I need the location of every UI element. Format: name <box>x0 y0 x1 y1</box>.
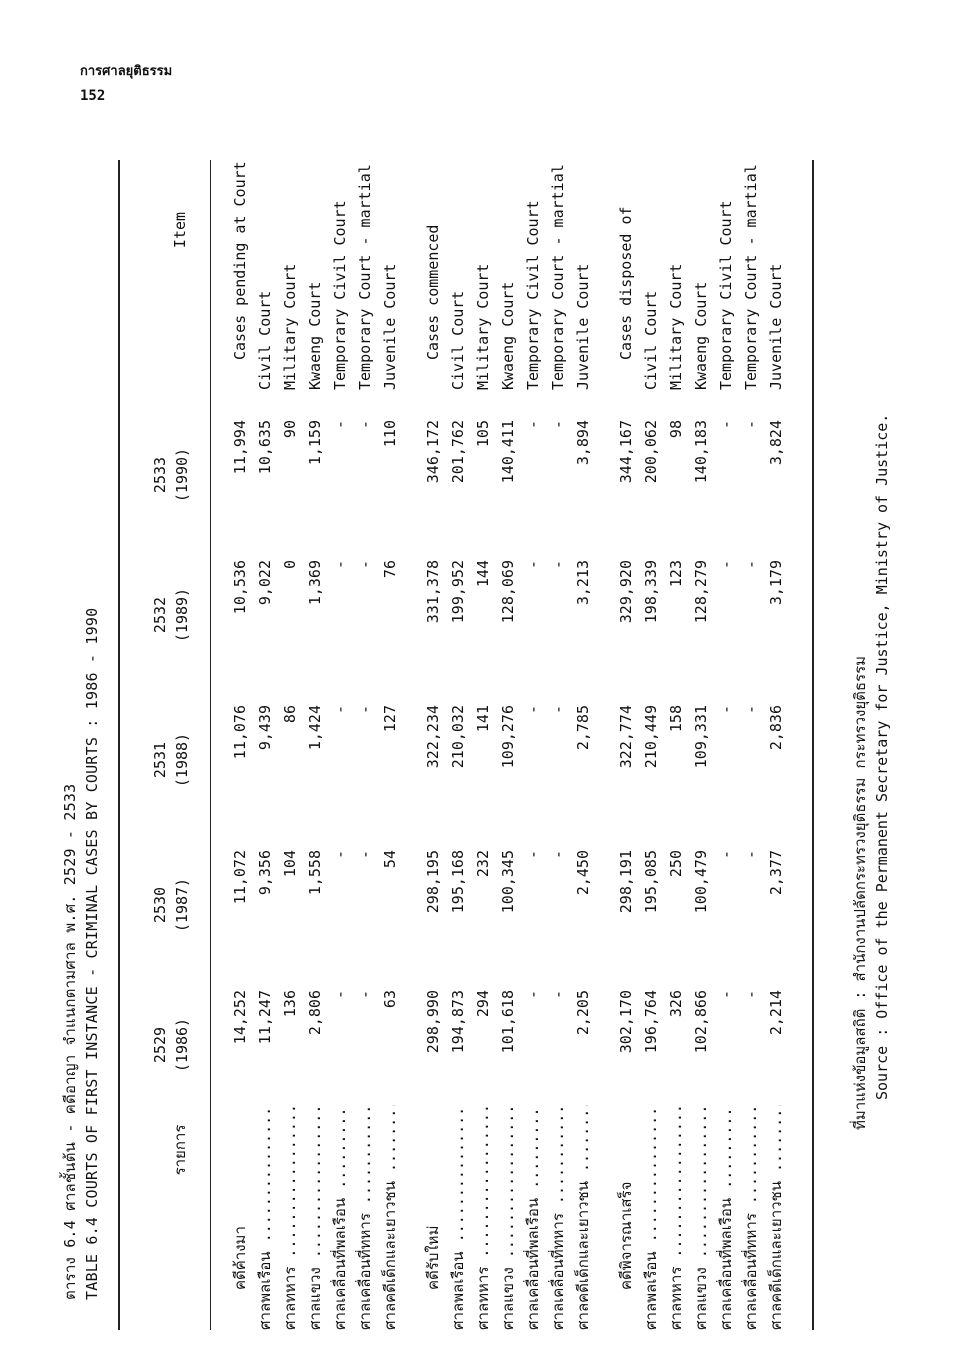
section-total-cell: 322,774 <box>617 705 635 769</box>
table-cell: - <box>331 560 349 570</box>
row-label-th-text: ศาลแขวง <box>692 1267 710 1330</box>
row-label-th <box>741 1105 761 1330</box>
row-label-en: Temporary Civil Court <box>717 200 735 390</box>
table-cell: - <box>331 990 349 1000</box>
year-header-en: (1986) <box>173 1017 191 1073</box>
table-cell: 102,866 <box>692 990 710 1054</box>
year-header-th: 2529 <box>151 1026 169 1064</box>
leader-dots <box>256 1105 274 1251</box>
row-label-th <box>523 1105 543 1330</box>
source-en: Source : Office of the Permanent Secretary for Justice, Ministry of Justice. <box>873 413 891 1100</box>
row-label-th-text: ศาลทหาร <box>281 1266 299 1330</box>
row-label-th-text: ศาลทหาร <box>667 1266 685 1330</box>
row-label-th <box>448 1105 468 1330</box>
table-cell: - <box>717 705 735 715</box>
row-label-en: Temporary Court - martial <box>356 164 374 390</box>
row-label-th-text: ศาลพลเรือน <box>449 1251 467 1330</box>
section-label-th: คดีรับใหม่ <box>424 1225 442 1290</box>
top-rule <box>118 160 120 1330</box>
row-label-th <box>691 1105 711 1330</box>
table-cell: 128,069 <box>499 560 517 624</box>
section-label-en: Cases commenced <box>424 224 442 360</box>
section-total-cell: 346,172 <box>424 420 442 484</box>
table-cell: - <box>549 560 567 570</box>
table-cell: 90 <box>281 420 299 439</box>
section-total-cell: 14,252 <box>231 990 249 1045</box>
table-cell: - <box>524 990 542 1000</box>
row-label-en: Temporary Civil Court <box>524 200 542 390</box>
row-label-th-text: ศาลแขวง <box>499 1267 517 1330</box>
leader-dots <box>381 1105 399 1181</box>
row-label-en: Kwaeng Court <box>306 281 324 390</box>
table-cell: 3,179 <box>767 560 785 606</box>
row-label-th <box>473 1105 493 1330</box>
table-cell: - <box>356 990 374 1000</box>
table-cell: 199,952 <box>449 560 467 624</box>
year-header-en: (1990) <box>173 447 191 503</box>
leader-dots <box>742 1105 760 1213</box>
year-header-th: 2531 <box>151 741 169 779</box>
section-total-cell: 298,990 <box>424 990 442 1054</box>
leader-dots <box>524 1105 542 1198</box>
table-title-th: ตาราง 6.4 ศาลชั้นต้น - คดีอาญา จำแนกตามศาล พ.ศ. 2529 - 2533 <box>61 783 79 1300</box>
table-cell: - <box>742 560 760 570</box>
table-cell: 294 <box>474 990 492 1018</box>
table-cell: 123 <box>667 560 685 588</box>
table-cell: 326 <box>667 990 685 1018</box>
row-label-th <box>330 1105 350 1330</box>
year-header-en: (1987) <box>173 877 191 933</box>
table-cell: 98 <box>667 420 685 439</box>
table-cell: - <box>742 990 760 1000</box>
row-label-th <box>548 1105 568 1330</box>
section-label-en: Cases pending at Court <box>231 161 249 360</box>
table-cell: - <box>549 990 567 1000</box>
table-cell: 195,085 <box>642 850 660 914</box>
section-total-cell: 331,378 <box>424 560 442 624</box>
table-cell: 196,764 <box>642 990 660 1054</box>
section-label-en: Cases disposed of <box>617 206 635 360</box>
table-cell: 210,449 <box>642 705 660 769</box>
leader-dots <box>306 1105 324 1267</box>
table-cell: 3,894 <box>574 420 592 466</box>
section-total-cell: 298,191 <box>617 850 635 914</box>
table-cell: 109,276 <box>499 705 517 769</box>
table-cell: 2,785 <box>574 705 592 751</box>
row-label-th-text: ศาลเคลื่อนที่พลเรือน <box>524 1197 542 1330</box>
leader-dots <box>767 1105 785 1181</box>
row-label-th <box>355 1105 375 1330</box>
table-cell: - <box>356 705 374 715</box>
table-cell: 63 <box>381 990 399 1009</box>
row-label-en: Temporary Civil Court <box>331 200 349 390</box>
row-label-th <box>255 1105 275 1330</box>
table-cell: 201,762 <box>449 420 467 484</box>
row-label-th <box>641 1105 661 1330</box>
table-cell: 9,022 <box>256 560 274 606</box>
rotated-table-page <box>60 160 940 1330</box>
page-number: 152 <box>80 88 106 104</box>
section-label-th: คดีพิจารณาเสร็จ <box>617 1181 635 1290</box>
row-label-th-text: ศาลเคลื่อนที่พลเรือน <box>717 1197 735 1330</box>
row-label-th <box>573 1105 593 1330</box>
row-label-th-text: ศาลคดีเด็กและเยาวชน <box>574 1181 592 1330</box>
year-header-th: 2532 <box>151 596 169 634</box>
row-label-th-text: ศาลคดีเด็กและเยาวชน <box>767 1181 785 1330</box>
table-cell: 140,411 <box>499 420 517 484</box>
table-cell: 9,356 <box>256 850 274 896</box>
table-cell: - <box>331 705 349 715</box>
table-cell: 2,377 <box>767 850 785 896</box>
table-cell: - <box>524 705 542 715</box>
table-cell: 2,806 <box>306 990 324 1036</box>
table-cell: - <box>742 420 760 430</box>
table-cell: 100,345 <box>499 850 517 914</box>
table-cell: 194,873 <box>449 990 467 1054</box>
row-label-th <box>766 1105 786 1330</box>
table-cell: 109,331 <box>692 705 710 769</box>
table-cell: 10,635 <box>256 420 274 475</box>
row-label-th-text: ศาลเคลื่อนที่พลเรือน <box>331 1197 349 1330</box>
table-cell: 140,183 <box>692 420 710 484</box>
table-cell: 198,339 <box>642 560 660 624</box>
table-cell: 128,279 <box>692 560 710 624</box>
table-cell: - <box>524 420 542 430</box>
row-label-en: Juvenile Court <box>574 263 592 390</box>
table-title-en: TABLE 6.4 COURTS OF FIRST INSTANCE - CRIMINAL CASES BY COURTS : 1986 - 1990 <box>83 607 101 1300</box>
table-cell: 86 <box>281 705 299 724</box>
row-label-th-text: ศาลคดีเด็กและเยาวชน <box>381 1181 399 1330</box>
section-total-cell: 11,994 <box>231 420 249 475</box>
table-cell: 144 <box>474 560 492 588</box>
leader-dots <box>449 1105 467 1251</box>
row-label-th-text: ศาลเคลื่อนที่ทหาร <box>549 1213 567 1330</box>
source-th: ที่มาแห่งข้อมูลสถิติ : สำนักงานปลัดกระทรวงยุติธรรม กระทรวงยุติธรรม <box>851 655 869 1130</box>
leader-dots <box>717 1105 735 1198</box>
table-cell: - <box>717 420 735 430</box>
table-cell: - <box>331 850 349 860</box>
table-cell: 232 <box>474 850 492 878</box>
item-header-en: Item <box>171 211 189 249</box>
section-header: การศาลยุติธรรม <box>80 64 173 79</box>
table-cell: 1,424 <box>306 705 324 751</box>
table-cell: 76 <box>381 560 399 579</box>
row-label-en: Military Court <box>281 263 299 390</box>
row-label-th <box>716 1105 736 1330</box>
leader-dots <box>499 1105 517 1267</box>
row-label-th-text: ศาลพลเรือน <box>256 1251 274 1330</box>
row-label-th <box>666 1105 686 1330</box>
table-cell: - <box>524 560 542 570</box>
row-label-th <box>305 1105 325 1330</box>
table-cell: 195,168 <box>449 850 467 914</box>
row-label-en: Civil Court <box>449 290 467 390</box>
section-total-cell: 344,167 <box>617 420 635 484</box>
table-cell: 1,159 <box>306 420 324 466</box>
table-cell: - <box>356 420 374 430</box>
table-cell: 110 <box>381 420 399 448</box>
header-rule <box>210 160 211 1330</box>
table-cell: 0 <box>281 560 299 570</box>
row-label-en: Kwaeng Court <box>499 281 517 390</box>
row-label-en: Civil Court <box>642 290 660 390</box>
row-label-th-text: ศาลทหาร <box>474 1266 492 1330</box>
row-label-en: Temporary Court - martial <box>549 164 567 390</box>
row-label-en: Civil Court <box>256 290 274 390</box>
table-cell: 100,479 <box>692 850 710 914</box>
section-total-cell: 11,076 <box>231 705 249 760</box>
table-cell: 11,247 <box>256 990 274 1045</box>
leader-dots <box>331 1105 349 1198</box>
table-cell: 3,824 <box>767 420 785 466</box>
table-cell: - <box>524 850 542 860</box>
table-cell: 136 <box>281 990 299 1018</box>
table-cell: 2,450 <box>574 850 592 896</box>
row-label-en: Kwaeng Court <box>692 281 710 390</box>
leader-dots <box>642 1105 660 1251</box>
row-label-en: Temporary Court - martial <box>742 164 760 390</box>
table-cell: - <box>742 705 760 715</box>
section-total-cell: 10,536 <box>231 560 249 615</box>
table-cell: - <box>356 850 374 860</box>
leader-dots <box>574 1105 592 1181</box>
row-label-th <box>380 1105 400 1330</box>
table-cell: 1,558 <box>306 850 324 896</box>
table-cell: 1,369 <box>306 560 324 606</box>
section-total-cell: 302,170 <box>617 990 635 1054</box>
table-cell: - <box>717 990 735 1000</box>
table-cell: 101,618 <box>499 990 517 1054</box>
table-cell: - <box>356 560 374 570</box>
table-cell: 3,213 <box>574 560 592 606</box>
section-total-cell: 329,920 <box>617 560 635 624</box>
bottom-rule <box>812 160 814 1330</box>
year-header-en: (1989) <box>173 587 191 643</box>
year-header-th: 2530 <box>151 886 169 924</box>
row-label-th-text: ศาลเคลื่อนที่ทหาร <box>356 1213 374 1330</box>
row-label-en: Juvenile Court <box>767 263 785 390</box>
section-total-cell: 322,234 <box>424 705 442 769</box>
row-label-en: Military Court <box>474 263 492 390</box>
row-label-th <box>280 1105 300 1330</box>
leader-dots <box>667 1105 685 1267</box>
leader-dots <box>692 1105 710 1267</box>
section-label-th: คดีค้างมา <box>231 1226 249 1290</box>
row-label-th <box>498 1105 518 1330</box>
table-cell: 2,214 <box>767 990 785 1036</box>
table-cell: - <box>331 420 349 430</box>
year-header-en: (1988) <box>173 732 191 788</box>
table-cell: - <box>717 560 735 570</box>
item-header-th: รายการ <box>171 1124 189 1176</box>
table-cell: 9,439 <box>256 705 274 751</box>
row-label-th-text: ศาลเคลื่อนที่ทหาร <box>742 1213 760 1330</box>
table-cell: - <box>549 705 567 715</box>
section-total-cell: 11,072 <box>231 850 249 905</box>
leader-dots <box>549 1105 567 1213</box>
table-cell: 104 <box>281 850 299 878</box>
table-cell: - <box>549 420 567 430</box>
table-cell: 2,836 <box>767 705 785 751</box>
row-label-th-text: ศาลพลเรือน <box>642 1251 660 1330</box>
table-cell: 158 <box>667 705 685 733</box>
row-label-en: Juvenile Court <box>381 263 399 390</box>
table-cell: 54 <box>381 850 399 869</box>
table-cell: 141 <box>474 705 492 733</box>
year-header-th: 2533 <box>151 456 169 494</box>
table-cell: 2,205 <box>574 990 592 1036</box>
table-cell: - <box>549 850 567 860</box>
table-cell: 127 <box>381 705 399 733</box>
row-label-th-text: ศาลแขวง <box>306 1267 324 1330</box>
section-total-cell: 298,195 <box>424 850 442 914</box>
table-cell: 200,062 <box>642 420 660 484</box>
leader-dots <box>356 1105 374 1213</box>
table-cell: 105 <box>474 420 492 448</box>
table-cell: 210,032 <box>449 705 467 769</box>
table-cell: - <box>717 850 735 860</box>
leader-dots <box>474 1105 492 1267</box>
leader-dots <box>281 1105 299 1267</box>
table-cell: - <box>742 850 760 860</box>
table-cell: 250 <box>667 850 685 878</box>
row-label-en: Military Court <box>667 263 685 390</box>
